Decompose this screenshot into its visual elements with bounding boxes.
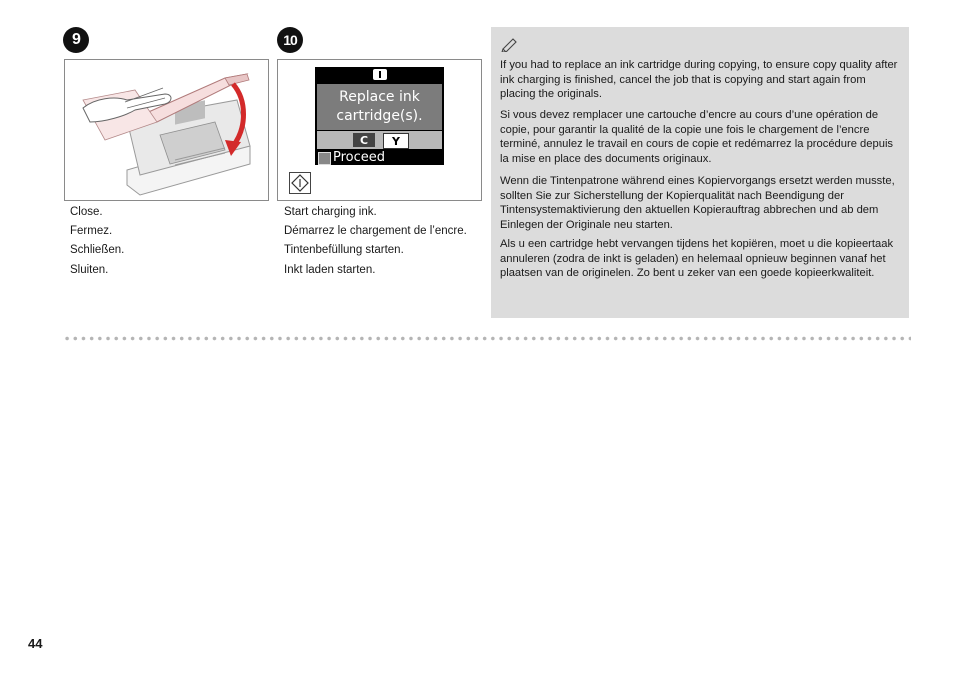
- step-9-caption-en: Close.: [70, 206, 103, 218]
- note-paragraph-nl: Als u een cartridge hebt vervangen tijdens het kopiëren, moet u die kopieertaak annuleren (zodra de inkt is geladen) en helemaal opnieuw beginnen vanaf het plaatsen van de originelen. Zo bent u zeker van een goede kopieerkwaliteit.: [500, 238, 894, 279]
- lcd-line-2: cartridge(s).: [336, 108, 423, 124]
- dotted-separator: [63, 336, 911, 341]
- step-10-number: 10: [277, 27, 303, 53]
- step-9-number: 9: [63, 27, 89, 53]
- info-icon: [373, 69, 387, 80]
- note-paragraph-en: If you had to replace an ink cartridge during copying, to ensure copy quality after ink charging is finished, cancel the job that is copying and start again from placing the originals.: [500, 59, 898, 100]
- step-10-caption-nl: Inkt laden starten.: [284, 264, 376, 276]
- pencil-icon: [500, 36, 518, 57]
- page-number: 44: [28, 636, 43, 651]
- lcd-screen: [315, 67, 444, 165]
- step-10-caption-fr: Démarrez le chargement de l’encre.: [284, 225, 467, 237]
- start-button-icon: [289, 172, 311, 194]
- lcd-proceed-label: Proceed: [333, 150, 386, 165]
- step-10-caption-en: Start charging ink.: [284, 206, 377, 218]
- step-10-illustration: [277, 59, 482, 201]
- ink-y-indicator: Y: [383, 133, 409, 149]
- ink-status-bar: [317, 131, 442, 149]
- note-paragraph-de: Wenn die Tintenpatrone während eines Kopiervorgangs ersetzt werden musste, sollten Sie zur Sicherstellung der Kopierqualität nach Beendigung der Tintensystemaktivierung den aktuellen Kopierauftrag abbrechen und ab dem Einlegen der Originale neu starten.: [500, 175, 895, 231]
- start-key-icon: [318, 152, 331, 165]
- step-9-caption-de: Schließen.: [70, 244, 125, 256]
- step-9-caption-nl: Sluiten.: [70, 264, 109, 276]
- lcd-line-1: Replace ink: [339, 89, 420, 105]
- step-9-illustration: [64, 59, 269, 201]
- note-paragraph-fr: Si vous devez remplacer une cartouche d’encre au cours d’une opération de copie, pour garantir la qualité de la copie une fois le chargement de l’encre terminé, annulez le travail en cours de copie et redémarrez la procédure depuis la mise en place des documents originaux.: [500, 109, 894, 165]
- note-panel: [491, 27, 909, 318]
- ink-c-indicator: C: [353, 133, 375, 147]
- step-9-caption-fr: Fermez.: [70, 225, 113, 237]
- printer-closing-illustration: [65, 60, 268, 200]
- step-10-caption-de: Tintenbefüllung starten.: [284, 244, 404, 256]
